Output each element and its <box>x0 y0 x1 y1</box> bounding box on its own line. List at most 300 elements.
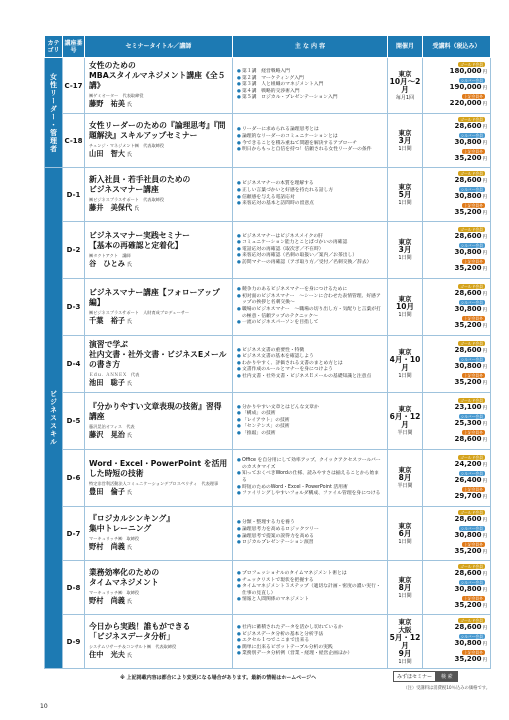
schedule-date: 3月 <box>398 245 412 254</box>
fee-amount <box>426 138 487 148</box>
fee-row <box>426 94 487 109</box>
honorific: 氏 <box>126 318 132 325</box>
content-item: ● ビジネスマナーの本質を理解する <box>237 181 383 188</box>
lecturer-name-wrap <box>89 596 228 607</box>
honorific: 氏 <box>134 206 140 212</box>
header-fee: 受講料（税込み） <box>423 36 491 58</box>
search-button[interactable]: 検 索 <box>436 671 458 682</box>
course-code: D-4 <box>63 336 85 393</box>
fee-value: 28,600 <box>454 231 482 240</box>
duration: 1日間 <box>398 145 412 152</box>
fee-cell <box>423 114 491 168</box>
table-row <box>45 561 491 615</box>
content-item: ● 「構成」の技術 <box>237 411 383 418</box>
venue: 東京 <box>398 295 412 303</box>
schedule-date: 8月 <box>398 582 412 592</box>
fee-cell <box>423 168 491 222</box>
header-code: 講座番号 <box>63 36 85 58</box>
fee-badge-silver: シルバー会員 <box>460 187 483 192</box>
table-row <box>45 168 491 222</box>
content-item: ● 「レイアウト」の技術 <box>237 418 383 425</box>
fee-value: 28,600 <box>454 623 482 631</box>
course-title[interactable]: ビジネスマナー講座【フォローアップ編】 <box>89 287 220 307</box>
content-item: ● わかりやすく、評価される文書のまとめ方とは <box>237 361 383 368</box>
schedule-cell <box>388 615 423 669</box>
duration: 1日間 <box>398 658 412 665</box>
fee-value: 28,600 <box>454 176 482 184</box>
content-item: ● 論理的なリーダーのコミュニケーションとは <box>237 134 383 141</box>
lecturer-affiliation: 特定非営利活動法人コミュニケーションデプロスペリティ 代表理事 <box>89 480 219 486</box>
content-item: ● 第３講 人と組織のマネジメント入門 <box>237 82 383 89</box>
content-item: ● 社内文書・社外文書・ビジネスＥメールの基礎知識と注意点 <box>237 374 383 381</box>
fee-cell <box>423 615 491 669</box>
course-title[interactable]: ビジネスマナー実践セミナー 【基本の再確認と定着化】 <box>89 230 190 250</box>
content-cell <box>233 393 388 450</box>
schedule-cell <box>388 450 423 507</box>
fee-value: 28,600 <box>454 434 482 443</box>
fee-value: 30,800 <box>454 304 482 313</box>
yen-unit: 円 <box>482 323 487 329</box>
course-title[interactable]: Word・Excel・PowerPoint を活用した時短の技術 <box>89 458 228 478</box>
course-code: C-18 <box>63 114 85 168</box>
fee-value: 35,200 <box>454 154 482 162</box>
course-title[interactable]: 『ロジカルシンキング』 集中トレーニング <box>89 514 175 533</box>
lecturer-affiliation: Ｅｄｕ．ＡＮＮＥＸ 代表 <box>89 371 140 377</box>
fee-row <box>426 510 487 525</box>
lecturer-name-wrap <box>89 650 228 661</box>
table-row <box>45 507 491 561</box>
fee-value: 24,200 <box>454 459 482 468</box>
fee-cell <box>423 58 491 114</box>
content-item: ● ビジネスデータ分析の基本と分析手法 <box>237 632 383 639</box>
fee-cell <box>423 279 491 336</box>
lecturer-name: 山田 智大 <box>89 149 125 158</box>
content-item: ● ビジネス文書の重要性・特徴 <box>237 348 383 355</box>
duration: 1日間 <box>398 312 412 318</box>
fee-badge-silver: シルバー会員 <box>460 133 483 138</box>
fee-value: 30,800 <box>454 138 482 146</box>
fee-cell <box>423 393 491 450</box>
fee-row <box>426 243 487 258</box>
seminar-table <box>44 35 491 669</box>
content-item: ● ビジネスマナーはビジネスメイクの肝 <box>237 234 383 241</box>
content-item: ● 訪問マナーの再確認（アポ取り方／受付／名刺交換／辞去） <box>237 260 383 267</box>
seminar-cell <box>85 507 233 561</box>
fee-row <box>426 650 487 665</box>
seminar-cell <box>85 279 233 336</box>
content-list <box>237 348 383 381</box>
content-item: ● 信頼感を与える電話応対 <box>237 195 383 202</box>
fee-value: 180,000 <box>449 67 482 75</box>
content-item: ● 分かりやすい文章とはどんな文章か <box>237 405 383 412</box>
fee-amount <box>426 192 487 202</box>
lecturer-name-wrap <box>89 259 228 270</box>
fee-value: 35,200 <box>454 208 482 216</box>
fee-badge-gold: ゴールド会員 <box>460 397 483 403</box>
category-cell: 女性リーダー・管理者 <box>45 58 63 168</box>
yen-unit: 円 <box>482 348 487 354</box>
fee-value: 35,200 <box>454 601 482 609</box>
venue: 東京 <box>398 348 412 356</box>
course-code: D-6 <box>63 450 85 507</box>
fee-badge-member: 上記会員外 <box>464 203 483 208</box>
yen-unit: 円 <box>482 266 487 272</box>
course-code: D-3 <box>63 279 85 336</box>
search-term[interactable]: みずほセミナー <box>393 671 436 682</box>
search-box[interactable] <box>393 671 458 682</box>
fee-row <box>426 133 487 148</box>
fee-badge-member: 上記会員外 <box>464 596 483 601</box>
fee-value: 25,300 <box>454 418 482 427</box>
lecturer-name: 野村 尚義 <box>89 542 125 551</box>
lecturer-name-wrap <box>89 316 228 327</box>
fee-amount <box>426 154 487 164</box>
category-cell: ビジネススキル <box>45 168 63 669</box>
content-cell <box>233 222 388 279</box>
lecturer-name: 池田 聡子 <box>89 377 125 387</box>
fee-row <box>426 542 487 557</box>
duration: 1日間 <box>398 373 412 379</box>
duration: 1日間 <box>398 255 412 261</box>
lecturer-name: 住中 光夫 <box>89 650 125 659</box>
fee-row <box>426 634 487 649</box>
yen-unit: 円 <box>482 405 487 411</box>
lecturer-affiliation: チェンジ・マネジメント㈱ 代表取締役 <box>89 143 165 148</box>
table-row <box>45 450 491 507</box>
course-title[interactable]: 業務効率化のための タイムマネジメント <box>89 568 160 587</box>
fee-amount <box>426 289 487 299</box>
fee-amount <box>426 232 487 242</box>
fee-badge-gold: ゴールド会員 <box>460 117 483 122</box>
yen-unit: 円 <box>482 494 487 500</box>
fee-value: 30,800 <box>454 639 482 647</box>
fee-badge-gold: ゴールド会員 <box>460 226 483 232</box>
content-item: ● リーダーに求められる論理思考とは <box>237 127 383 134</box>
content-item: ● 論理思考力を高めるロジックツリー <box>237 527 383 534</box>
fee-amount <box>426 531 487 541</box>
fee-amount <box>426 122 487 132</box>
fee-badge-member: 上記会員外 <box>464 94 483 99</box>
content-item: ● 電話応対の再確認（取次ぎ／不在時） <box>237 247 383 254</box>
lecturer-affiliation: マーキュリッチ㈱ 取締役 <box>89 590 140 595</box>
course-title[interactable]: 『分かりやすい文章表現の技術』習得講座 <box>89 401 222 421</box>
venue: 東京 <box>398 521 412 530</box>
yen-unit: 円 <box>482 250 487 256</box>
lecturer-affiliation: ㈱ビジネスプラスサポート 代表取締役 <box>89 197 165 202</box>
schedule-cell <box>388 222 423 279</box>
content-item: ● 時短のためのWord・Excel・PowerPoint 活用術 <box>237 485 383 492</box>
lecturer-name-wrap <box>89 149 228 160</box>
yen-unit: 円 <box>482 125 487 130</box>
schedule-date: 10月 <box>396 302 414 311</box>
content-item: ● 職場のビジネスマナー ～職場の切り出し方・気配りと言葉が打の極意・信頼アップのテクニック～ <box>237 307 383 320</box>
content-cell <box>233 58 388 114</box>
fee-row <box>426 414 487 429</box>
content-cell <box>233 336 388 393</box>
content-list <box>237 234 383 267</box>
fee-value: 23,100 <box>454 402 482 411</box>
fee-row <box>426 618 487 633</box>
fee-value: 35,200 <box>454 320 482 329</box>
table-row <box>45 222 491 279</box>
fee-row <box>426 398 487 413</box>
table-row <box>45 393 491 450</box>
header-content: 主 な 内 容 <box>233 36 388 58</box>
seminar-cell <box>85 561 233 615</box>
fee-amount <box>426 403 487 413</box>
content-item: ● ロジカルプレゼンテーション演習 <box>237 540 383 547</box>
content-item: ● 知っておくべきWordの仕様、読みやすさは揃えることから始まる <box>237 471 383 484</box>
content-item: ● 来客応対の基本と訪問時の留意点 <box>237 201 383 208</box>
content-item: ● 明日からもっと自信を持つ！信頼される女性リーダーの条件 <box>237 147 383 154</box>
yen-unit: 円 <box>482 86 487 91</box>
fee-amount <box>426 99 487 109</box>
fee-row <box>426 203 487 218</box>
schedule-cell <box>388 168 423 222</box>
lecturer-name-wrap <box>89 99 228 110</box>
duration: 1日間 <box>398 199 412 206</box>
fee-amount <box>426 321 487 331</box>
table-row <box>45 114 491 168</box>
venue: 東京 <box>398 182 412 191</box>
fee-value: 28,600 <box>454 515 482 523</box>
fee-cell <box>423 561 491 615</box>
content-item: ● 第２講 マーケティング入門 <box>237 76 383 83</box>
fee-badge-gold: ゴールド会員 <box>460 510 483 515</box>
content-item: ● 正しい言葉づかいと好感を持たれる話し方 <box>237 188 383 195</box>
header-month: 開催月 <box>388 36 423 58</box>
lecturer-affiliation: 藤沢晃治オフィス 代表 <box>89 423 135 429</box>
duration: 半日間 <box>397 430 413 436</box>
lecturer-name-wrap <box>89 203 228 214</box>
yen-unit: 円 <box>482 462 487 468</box>
content-item: ● 第４講 戦略的交渉術入門 <box>237 89 383 96</box>
content-cell <box>233 561 388 615</box>
course-title[interactable]: 演習で学ぶ 社内文書・社外文書・ビジネスEメールの書き方 <box>89 339 227 369</box>
fee-badge-member: 上記会員外 <box>464 149 483 154</box>
duration: 1日間 <box>398 538 412 545</box>
yen-unit: 円 <box>482 234 487 240</box>
content-item: ● プロフェッショナルのタイムマネジメント術とは <box>237 571 383 578</box>
fee-row <box>426 117 487 132</box>
seminar-cell <box>85 114 233 168</box>
venue: 東京 <box>398 128 412 137</box>
fee-value: 190,000 <box>449 83 482 91</box>
fee-value: 30,800 <box>454 585 482 593</box>
honorific: 氏 <box>126 261 132 268</box>
course-code: D-1 <box>63 168 85 222</box>
fee-value: 29,700 <box>454 491 482 500</box>
course-title[interactable]: 女性リーダーのための『論理思考』『問題解決』スキルアップセミナー <box>89 121 226 140</box>
fee-value: 28,600 <box>454 569 482 577</box>
fee-amount <box>426 248 487 258</box>
fee-amount <box>426 83 487 93</box>
lecturer-name: 藤沢 晃治 <box>89 429 125 439</box>
content-item: ● タイムマネジメント３ステップ（適切な計画・密度の濃い実行・仕事の見直し） <box>237 584 383 597</box>
fee-amount <box>426 362 487 372</box>
fee-badge-silver: シルバー会員 <box>460 78 483 83</box>
content-item: ● 来客応対の再確認（名刺の取扱い／案内／お茶出し） <box>237 253 383 260</box>
fee-amount <box>426 176 487 186</box>
fee-row <box>426 78 487 93</box>
schedule-date: 4月・10月 <box>389 355 421 372</box>
content-item: ● 初対面のビジネスマナー ～シーンに合わせた表情管理、好感アップの挨拶と名刺交換～ <box>237 294 383 307</box>
fee-amount <box>426 208 487 218</box>
fee-badge-gold: ゴールド会員 <box>460 454 483 460</box>
honorific: 氏 <box>126 102 132 108</box>
lecturer-name-wrap <box>89 430 228 441</box>
fee-row <box>426 471 487 486</box>
seminar-cell <box>85 615 233 669</box>
schedule-date: 10月～2月 <box>389 76 421 94</box>
lecturer-affiliation: ㈱ビジネスプラスサポート 人財育成プロデューサー <box>89 309 190 315</box>
fee-amount <box>426 515 487 525</box>
content-item: ● チェックリストで現状を把握する <box>237 578 383 585</box>
content-item: ● 第５講 ロジカル・プレゼンテーション入門 <box>237 95 383 102</box>
fee-amount <box>426 601 487 611</box>
honorific: 氏 <box>126 432 132 439</box>
fee-cell <box>423 450 491 507</box>
schedule-cell <box>388 561 423 615</box>
yen-unit: 円 <box>482 642 487 647</box>
fee-badge-gold: ゴールド会員 <box>460 564 483 569</box>
content-list <box>237 571 383 604</box>
fee-badge-gold: ゴールド会員 <box>460 171 483 176</box>
fee-badge-member: 上記会員外 <box>464 542 483 547</box>
fee-row <box>426 487 487 502</box>
course-title[interactable]: 女性のための MBAスタイルマネジメント講座《全５講》 <box>89 61 226 90</box>
lecturer-affiliation: マーキュリッチ㈱ 取締役 <box>89 536 140 541</box>
lecturer-name-wrap <box>89 378 228 389</box>
content-list <box>237 69 383 102</box>
fee-amount <box>426 346 487 356</box>
honorific: 氏 <box>126 545 132 551</box>
fee-row <box>426 526 487 541</box>
fee-row <box>426 373 487 388</box>
fee-amount <box>426 547 487 557</box>
fee-row <box>426 187 487 202</box>
content-item: ● Office を自分用にして効率アップ。クイックアクセスツールバーのカスタマイズ <box>237 458 383 471</box>
content-item: ● 分類・整理する力を養う <box>237 520 383 527</box>
course-code: C-17 <box>63 58 85 114</box>
seminar-cell <box>85 450 233 507</box>
fee-amount <box>426 623 487 633</box>
yen-unit: 円 <box>482 421 487 427</box>
yen-unit: 円 <box>482 364 487 370</box>
fee-row <box>426 357 487 372</box>
yen-unit: 円 <box>482 518 487 523</box>
content-item: ● 社内に蓄積されたデータを活かし切れているか <box>237 625 383 632</box>
table-header-row <box>45 36 491 58</box>
fee-amount <box>426 67 487 77</box>
fee-amount <box>426 435 487 445</box>
table-body <box>45 58 491 669</box>
fee-value: 220,000 <box>449 99 482 107</box>
course-code: D-8 <box>63 561 85 615</box>
seminar-table-container <box>44 35 490 669</box>
content-item: ● 第１講 経営戦略入門 <box>237 69 383 76</box>
content-cell <box>233 615 388 669</box>
content-list <box>237 127 383 153</box>
honorific: 氏 <box>126 380 132 387</box>
fee-value: 30,800 <box>454 531 482 539</box>
course-title[interactable]: 新入社員・若手社員のための ビジネスマナー講座 <box>89 175 191 194</box>
fee-row <box>426 62 487 77</box>
fee-value: 35,200 <box>454 547 482 555</box>
fee-value: 30,800 <box>454 361 482 370</box>
fee-row <box>426 171 487 186</box>
lecturer-name: 豊田 倫子 <box>89 486 125 496</box>
content-item: ● ファイリングしやすいフォルダ構成、ファイル管理を身につける <box>237 491 383 498</box>
content-item: ● 「推敲」の技術 <box>237 431 383 438</box>
fee-value: 28,600 <box>454 345 482 354</box>
honorific: 氏 <box>126 653 132 659</box>
content-list <box>237 405 383 438</box>
fee-badge-silver: シルバー会員 <box>460 356 483 362</box>
fee-row <box>426 284 487 299</box>
fee-value: 35,200 <box>454 377 482 386</box>
yen-unit: 円 <box>482 211 487 216</box>
content-item: ● 一流のビジネスパーソンを目指して <box>237 320 383 327</box>
content-item: ● 情報と人間関係のマネジメント <box>237 597 383 604</box>
yen-unit: 円 <box>482 291 487 297</box>
fee-value: 28,600 <box>454 122 482 130</box>
table-row <box>45 279 491 336</box>
seminar-cell <box>85 336 233 393</box>
seminar-cell <box>85 168 233 222</box>
footnote: ※ 上記掲載内容は都合により変更になる場合があります。最新の情報はホームページへ <box>120 675 317 681</box>
schedule-date: 6月 <box>398 528 412 538</box>
fee-amount <box>426 460 487 470</box>
course-code: D-5 <box>63 393 85 450</box>
schedule-date: 5月・12月 9月 <box>389 632 421 658</box>
yen-unit: 円 <box>482 195 487 200</box>
content-list <box>237 287 383 327</box>
lecturer-name: 藤井 美保代 <box>89 203 133 212</box>
fee-badge-member: 上記会員外 <box>464 650 483 655</box>
fee-amount <box>426 569 487 579</box>
duration: 1日間 <box>398 592 412 599</box>
fee-badge-member: 上記会員外 <box>464 372 483 378</box>
fee-value: 35,200 <box>454 263 482 272</box>
lecturer-name: 野村 尚義 <box>89 596 125 605</box>
fee-badge-member: 上記会員外 <box>464 258 483 264</box>
fee-value: 26,400 <box>454 475 482 484</box>
content-item: ● 文書作成のルールとマナーを身につけよう <box>237 367 383 374</box>
yen-unit: 円 <box>482 380 487 386</box>
schedule-date: 3月 <box>398 135 412 145</box>
fee-badge-member: 上記会員外 <box>464 429 483 435</box>
content-cell <box>233 507 388 561</box>
content-item: ● 簡単に出来るピボットテーブル分析の実践 <box>237 645 383 652</box>
venue: 東京 <box>398 238 412 246</box>
yen-unit: 円 <box>482 179 487 184</box>
content-item: ● 「センテンス」の技術 <box>237 424 383 431</box>
content-cell <box>233 279 388 336</box>
schedule-cell <box>388 279 423 336</box>
fee-value: 30,800 <box>454 247 482 256</box>
lecturer-affiliation: システムリサーチ＆コンサルト㈱ 代表取締役 <box>89 644 177 649</box>
venue: 東京 <box>398 575 412 584</box>
course-title[interactable]: 今日から実践！誰もができる 「ビジネスデータ分析」 <box>89 622 191 641</box>
yen-unit: 円 <box>482 572 487 577</box>
fee-amount <box>426 585 487 595</box>
fee-value: 30,800 <box>454 192 482 200</box>
course-code: D-9 <box>63 615 85 669</box>
yen-unit: 円 <box>482 70 487 75</box>
seminar-cell <box>85 393 233 450</box>
fee-badge-silver: シルバー会員 <box>460 413 483 419</box>
